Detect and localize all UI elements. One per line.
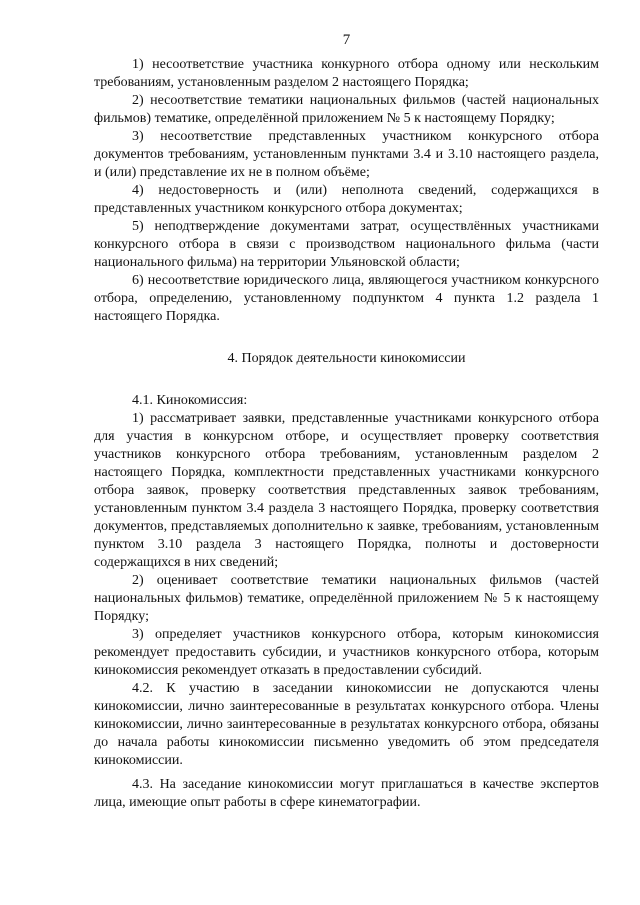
clause-4-2: 4.2. К участию в заседании кинокомиссии не допускаются члены кинокомиссии, лично заинтересованные в результатах конкурсного отбора. Члены кинокомиссии, лично заинтересованные в результатах конкурсного отбора, обязаны до начала работы кинокомиссии письменно уведомить об этом председателя кинокомиссии. [94, 681, 599, 768]
page-number: 7 [342, 32, 351, 48]
section-heading: 4. Порядок деятельности кинокомиссии [227, 351, 466, 366]
list-item: 1) несоответствие участника конкурного отбора одному или нескольким требованиям, установленным разделом 2 настоящего Порядка; [94, 57, 599, 90]
list-item: 1) рассматривает заявки, представленные участниками конкурсного отбора для участия в конкурсном отборе, и осуществляет проверку соответствия участников конкурсного отбора требованиям, установленным разделом 2 настоящего Порядка, комплектности представленных участниками конкурсного отбора заявок, проверку соответствия представленных заявок требованиям, установленным пунктом 3.4 раздела 3 настоящего Порядка, проверку соответствия документов, представляемых дополнительно к заявке, требованиям, установленным пунктом 3.10 раздела 3 настоящего Порядка, полноты и достоверности содержащихся в них сведений; [94, 411, 599, 570]
list-item: 5) неподтверждение документами затрат, осуществлённых участниками конкурсного отбора в связи с производством национального фильма (части национального фильма) на территории Ульяновской области; [94, 219, 599, 270]
section3-refusal-list [94, 56, 599, 326]
list-item: 2) оценивает соответствие тематики национальных фильмов (частей национальных фильмов) тематике, определённой приложением № 5 к настоящему Порядку; [94, 573, 599, 624]
list-item: 3) определяет участников конкурсного отбора, которым кинокомиссия рекомендует предоставить субсидии, и участников конкурсного отбора, которым кинокомиссия рекомендует отказать в предоставлении субсидий. [94, 627, 599, 678]
list-item: 3) несоответствие представленных участником конкурсного отбора документов требованиям, установленным пунктами 3.4 и 3.10 настоящего раздела, и (или) представление их не в полном объёме; [94, 129, 599, 180]
list-item: 4) недостоверность и (или) неполнота сведений, содержащихся в представленных участником конкурсного отбора документах; [94, 183, 599, 216]
clause-4-1-title: 4.1. Кинокомиссия: [132, 393, 248, 408]
list-item: 2) несоответствие тематики национальных фильмов (частей национальных фильмов) тематике, определённой приложением № 5 к настоящему Порядку; [94, 93, 599, 126]
list-item: 6) несоответствие юридического лица, являющегося участником конкурсного отбора, определению, установленному подпунктом 4 пункта 1.2 раздела 1 настоящего Порядка. [94, 273, 599, 324]
clause-4-3: 4.3. На заседание кинокомиссии могут приглашаться в качестве экспертов лица, имеющие опыт работы в сфере кинематографии. [94, 777, 599, 810]
